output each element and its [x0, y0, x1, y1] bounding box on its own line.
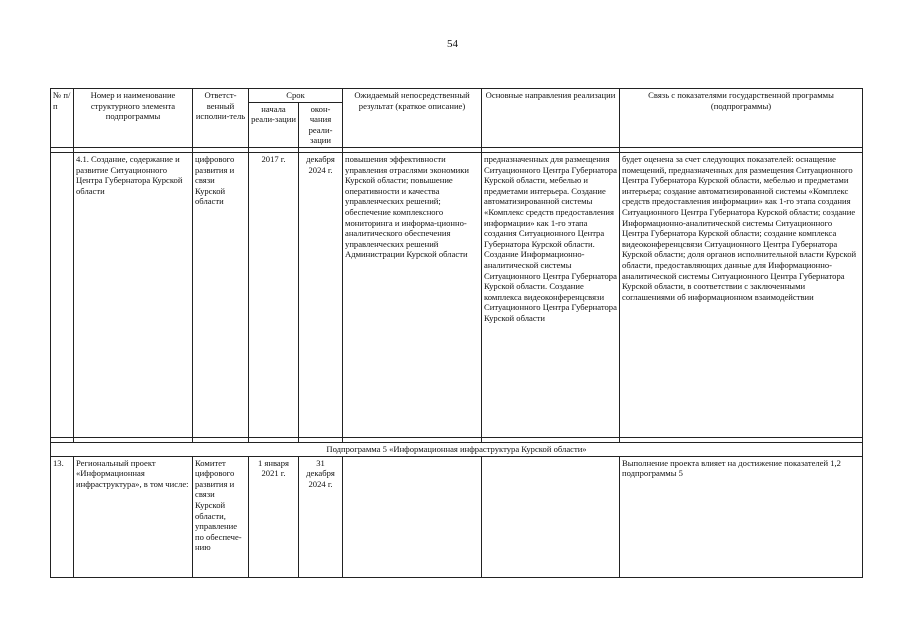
- subprogram-row: [51, 442, 863, 456]
- cell-end: декабря 2024 г.: [299, 152, 343, 437]
- cell-result: повышения эффективности управления отраслями экономики Курской области; повышение оперативности и качества управленческих решений; обеспечение комплексного мониторинга и информа-ционно-аналитического обеспечения управленческих решений Администрации Курской области: [343, 152, 482, 437]
- cell-num: 13.: [51, 456, 74, 577]
- header-term: Срок: [249, 89, 343, 103]
- table-row: [51, 152, 863, 437]
- subprogram-title: Подпрограмма 5 «Информационная инфраструктура Курской области»: [51, 442, 863, 456]
- header-name: Номер и наименование структурного элемента подпрограммы: [74, 89, 193, 148]
- cell-responsible: Комитет цифрового развития и связи Курской области, управление по обеспече-нию: [193, 456, 249, 577]
- header-result: Ожидаемый непосредственный результат (краткое описание): [343, 89, 482, 148]
- cell-link: будет оценена за счет следующих показателей: оснащение помещений, предназначенных для размещения Ситуационного Центра Губернатора Курской области, мебелью и предметами интерьера; создание автоматизированной системы «Комплекс средств предоставления информации» как 1-го этапа создания Ситуационного Центра Губернатора Курской области; создание Информационно-аналитической системы Ситуационного Центра Губернатора Курской области; создание комплекса видеоконференцсвязи Ситуационного Центра Губернатора Курской области; доля органов исполнительной власти Курской области, предоставляющих данные для Информационно-аналитической системы Ситуационного Центра Губернатора Курской области, в соответствии с заключенными соглашениями об информационном взаимодействии: [620, 152, 863, 437]
- header-link: Связь с показателями государственной программы (подпрограммы): [620, 89, 863, 148]
- page-number: 54: [447, 38, 458, 50]
- cell-name: Региональный проект «Информационная инфраструктура», в том числе:: [74, 456, 193, 577]
- header-term-start: начала реали-зации: [249, 102, 299, 147]
- cell-directions: [482, 456, 620, 577]
- header-term-end: окон-чания реали-зации: [299, 102, 343, 147]
- cell-end: 31 декабря 2024 г.: [299, 456, 343, 577]
- header-row: [51, 89, 863, 103]
- cell-start: 1 января 2021 г.: [249, 456, 299, 577]
- header-num: № п/п: [51, 89, 74, 148]
- cell-result: [343, 456, 482, 577]
- cell-responsible: цифрового развития и связи Курской области: [193, 152, 249, 437]
- cell-name: 4.1. Создание, содержание и развитие Ситуационного Центра Губернатора Курской области: [74, 152, 193, 437]
- header-directions: Основные направления реализации: [482, 89, 620, 148]
- program-table: [50, 88, 863, 578]
- cell-link: Выполнение проекта влияет на достижение показателей 1,2 подпрограммы 5: [620, 456, 863, 577]
- table-row: [51, 456, 863, 577]
- cell-start: 2017 г.: [249, 152, 299, 437]
- cell-directions: предназначенных для размещения Ситуационного Центра Губернатора Курской области, мебелью и предметами интерьера. Создание автоматизированной системы «Комплекс средств предоставления информации» как 1-го этапа создания Ситуационного Центра Губернатора Курской области. Создание Информационно-аналитической системы Ситуационного Центра Губернатора Курской области. Создание комплекса видеоконференцсвязи Ситуационного Центра Губернатора Курской области: [482, 152, 620, 437]
- header-responsible: Ответст-венный исполни-тель: [193, 89, 249, 148]
- cell-num: [51, 152, 74, 437]
